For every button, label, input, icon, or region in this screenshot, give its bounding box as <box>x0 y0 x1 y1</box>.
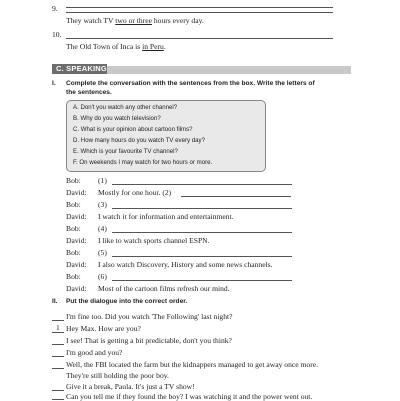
dialogue-line-5: (4) <box>98 224 107 233</box>
speaker-bob-2: Bob: <box>66 200 81 209</box>
dialogue-line-2: Mostly for one hour. (2) <box>98 188 172 197</box>
order-item-5: Well, the FBI located the farm but the kidnappers managed to get away once more. <box>66 360 319 369</box>
answer-line-10[interactable] <box>66 38 333 39</box>
order-item-1: I'm fine too. Did you watch 'The Following' last night? <box>66 312 233 321</box>
speaker-david-1: David: <box>66 188 87 197</box>
order-blank-3[interactable] <box>52 344 64 345</box>
answer-line-9[interactable] <box>66 12 333 13</box>
part-ii-number: II. <box>52 298 58 305</box>
dialogue-line-3: (3) <box>98 200 107 209</box>
order-blank-5[interactable] <box>52 368 64 369</box>
options-box <box>66 100 266 172</box>
dialogue-line-10: Most of the cartoon films refresh our mind. <box>98 284 230 293</box>
item-9-number: 9. <box>52 4 58 13</box>
speaker-david-4: David: <box>66 260 87 269</box>
dialogue-line-1: (1) <box>98 176 107 185</box>
order-item-5-continued: They're still holding the poor boy. <box>66 371 169 380</box>
order-answer-2: 1 <box>56 323 60 332</box>
part-i-instruction-line1: Complete the conversation with the sentences from the box. Write the letters of <box>66 80 315 87</box>
speaker-bob-5: Bob: <box>66 272 81 281</box>
answer-line-6[interactable] <box>112 280 292 281</box>
order-item-7: Can you tell me if they found the boy? I was watching it and the power went out. <box>66 392 313 401</box>
speaker-david-3: David: <box>66 236 87 245</box>
option-f: F. On weekends I may watch for two hours or more. <box>73 159 213 166</box>
dialogue-line-4: I watch it for information and entertainment. <box>98 212 234 221</box>
answer-line-4[interactable] <box>112 232 292 233</box>
dialogue-line-7: (5) <box>98 248 107 257</box>
option-c: C. What is your opinion about cartoon films? <box>73 126 193 133</box>
section-title: C. SPEAKING <box>52 64 107 74</box>
speaker-david-5: David: <box>66 284 87 293</box>
part-i-number: I. <box>52 80 56 87</box>
speaker-david-2: David: <box>66 212 87 221</box>
answer-line-5[interactable] <box>112 256 292 257</box>
answer-line-2[interactable] <box>181 196 291 197</box>
speaker-bob-1: Bob: <box>66 176 81 185</box>
item-10-number: 10. <box>52 30 62 39</box>
option-b: B. Why do you watch television? <box>73 115 161 122</box>
order-blank-4[interactable] <box>52 356 64 357</box>
order-item-2: Hey Max. How are you? <box>66 324 141 333</box>
order-blank-2[interactable] <box>52 332 64 333</box>
option-e: E. Which is your favourite TV channel? <box>73 148 178 155</box>
order-blank-6[interactable] <box>52 390 64 391</box>
option-d: D. How many hours do you watch TV every day? <box>73 137 205 144</box>
dialogue-line-9: (6) <box>98 272 107 281</box>
order-blank-1[interactable] <box>52 320 64 321</box>
speaker-bob-4: Bob: <box>66 248 81 257</box>
part-ii-instruction: Put the dialogue into the correct order. <box>66 298 188 305</box>
answer-line-8[interactable] <box>66 7 333 8</box>
part-i-instruction-line2: the sentences. <box>66 89 112 96</box>
dialogue-line-8: I also watch Discovery, History and some news channels. <box>98 260 273 269</box>
item-10-sentence: The Old Town of Inca is in Peru. <box>66 42 166 51</box>
item-9-sentence: They watch TV two or three hours every day. <box>66 16 204 25</box>
order-item-4: I'm good and you? <box>66 348 123 357</box>
answer-line-3[interactable] <box>112 208 292 209</box>
answer-line-1[interactable] <box>112 184 292 185</box>
option-a: A. Don't you watch any other channel? <box>73 104 178 111</box>
speaker-bob-3: Bob: <box>66 224 81 233</box>
order-item-3: I see! That is getting a bit predictable, don't you think? <box>66 336 232 345</box>
order-item-6: Give it a break, Paula. It's just a TV show! <box>66 382 195 391</box>
dialogue-line-6: I like to watch sports channel ESPN. <box>98 236 210 245</box>
